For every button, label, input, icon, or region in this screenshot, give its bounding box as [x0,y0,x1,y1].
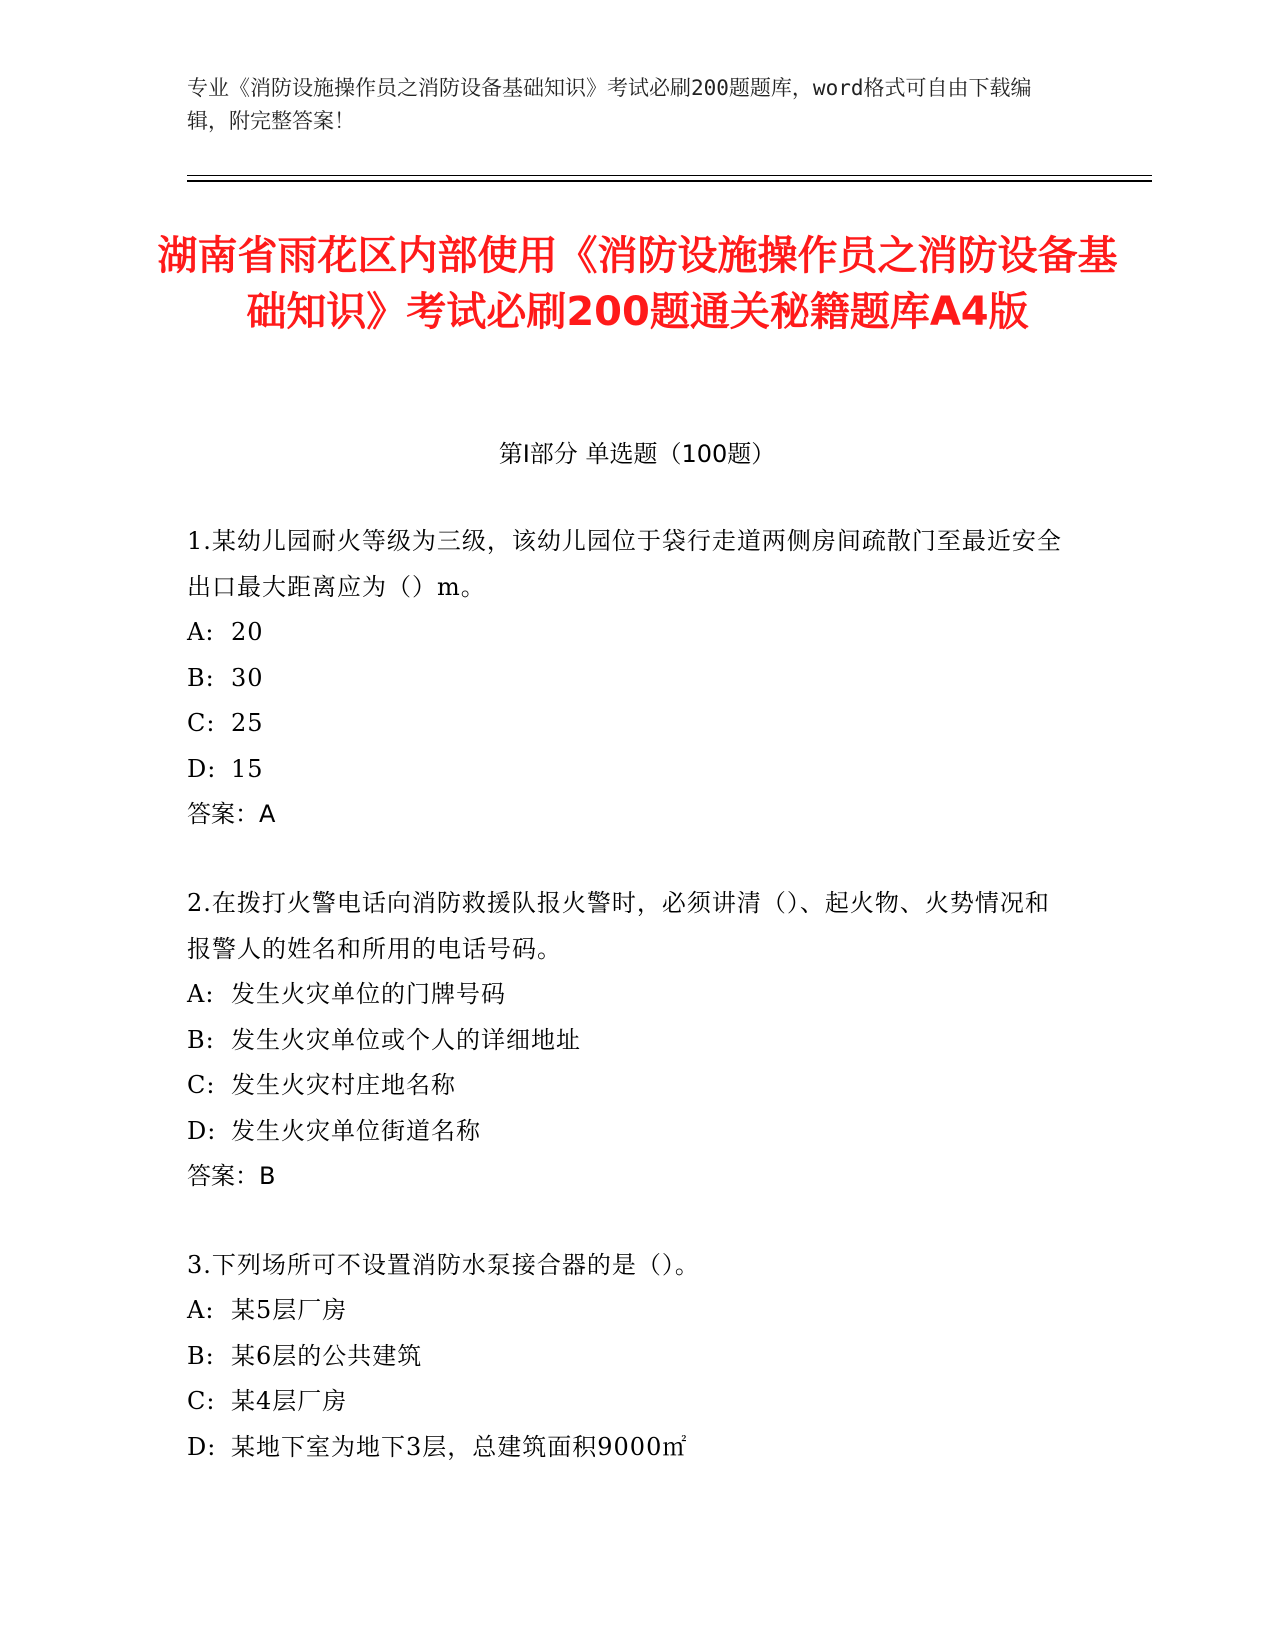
option-letter: A: [187,618,215,646]
option-text: 发生火灾单位或个人的详细地址 [231,1025,581,1054]
option-d [187,1425,1067,1471]
option-letter: B: [187,663,215,692]
option-b [187,1334,1067,1380]
option-letter: D: [187,1116,217,1145]
section-title: 第Ⅰ部分 单选题（100题） [498,440,776,468]
option-c [187,701,1067,747]
option-d [187,1109,1067,1155]
option-b [187,1018,1067,1064]
option-letter: A: [187,980,215,1008]
document-title: 湖南省雨花区内部使用《消防设施操作员之消防设备基础知识》考试必刷200题通关秘籍题库A4版 [157,233,1118,335]
option-letter: D: [187,754,217,783]
option-letter: D: [187,1432,217,1461]
question-2 [187,880,1067,1199]
answer: 答案：B [187,1162,276,1190]
option-text: 25 [231,709,264,737]
option-text: 某4层厂房 [231,1387,348,1415]
option-d [187,747,1067,793]
option-c [187,1063,1067,1109]
option-letter: C: [187,1071,216,1099]
header-note: 专业《消防设施操作员之消防设备基础知识》考试必刷200题题库，word格式可自由下载编辑，附完整答案！ [187,76,1032,133]
option-a [187,1288,1067,1334]
option-text: 某5层厂房 [231,1296,348,1324]
question-3 [187,1242,1067,1470]
option-letter: C: [187,1387,216,1415]
option-text: 20 [231,618,264,646]
question-stem: 2.在拨打火警电话向消防救援队报火警时，必须讲清（）、起火物、火势情况和报警人的姓名和所用的电话号码。 [187,889,1050,963]
option-a [187,610,1067,656]
option-letter: B: [187,1341,215,1370]
answer: 答案：A [187,800,276,828]
option-b [187,656,1067,702]
option-text: 发生火灾单位街道名称 [231,1116,481,1145]
option-text: 发生火灾单位的门牌号码 [231,980,506,1008]
option-text: 某地下室为地下3层，总建筑面积9000㎡ [231,1432,688,1461]
question-stem: 3.下列场所可不设置消防水泵接合器的是（）。 [187,1251,700,1279]
option-a [187,972,1067,1018]
header-divider-thick [187,180,1152,182]
option-text: 30 [231,663,264,692]
option-letter: C: [187,709,216,737]
option-text: 某6层的公共建筑 [231,1341,423,1370]
option-c [187,1379,1067,1425]
option-letter: A: [187,1296,215,1324]
option-text: 发生火灾村庄地名称 [231,1071,456,1099]
question-1 [187,518,1067,837]
header-divider-thin [187,175,1152,176]
option-text: 15 [231,754,264,783]
option-letter: B: [187,1025,215,1054]
question-stem: 1.某幼儿园耐火等级为三级，该幼儿园位于袋行走道两侧房间疏散门至最近安全出口最大距离应为（）m。 [187,527,1062,601]
